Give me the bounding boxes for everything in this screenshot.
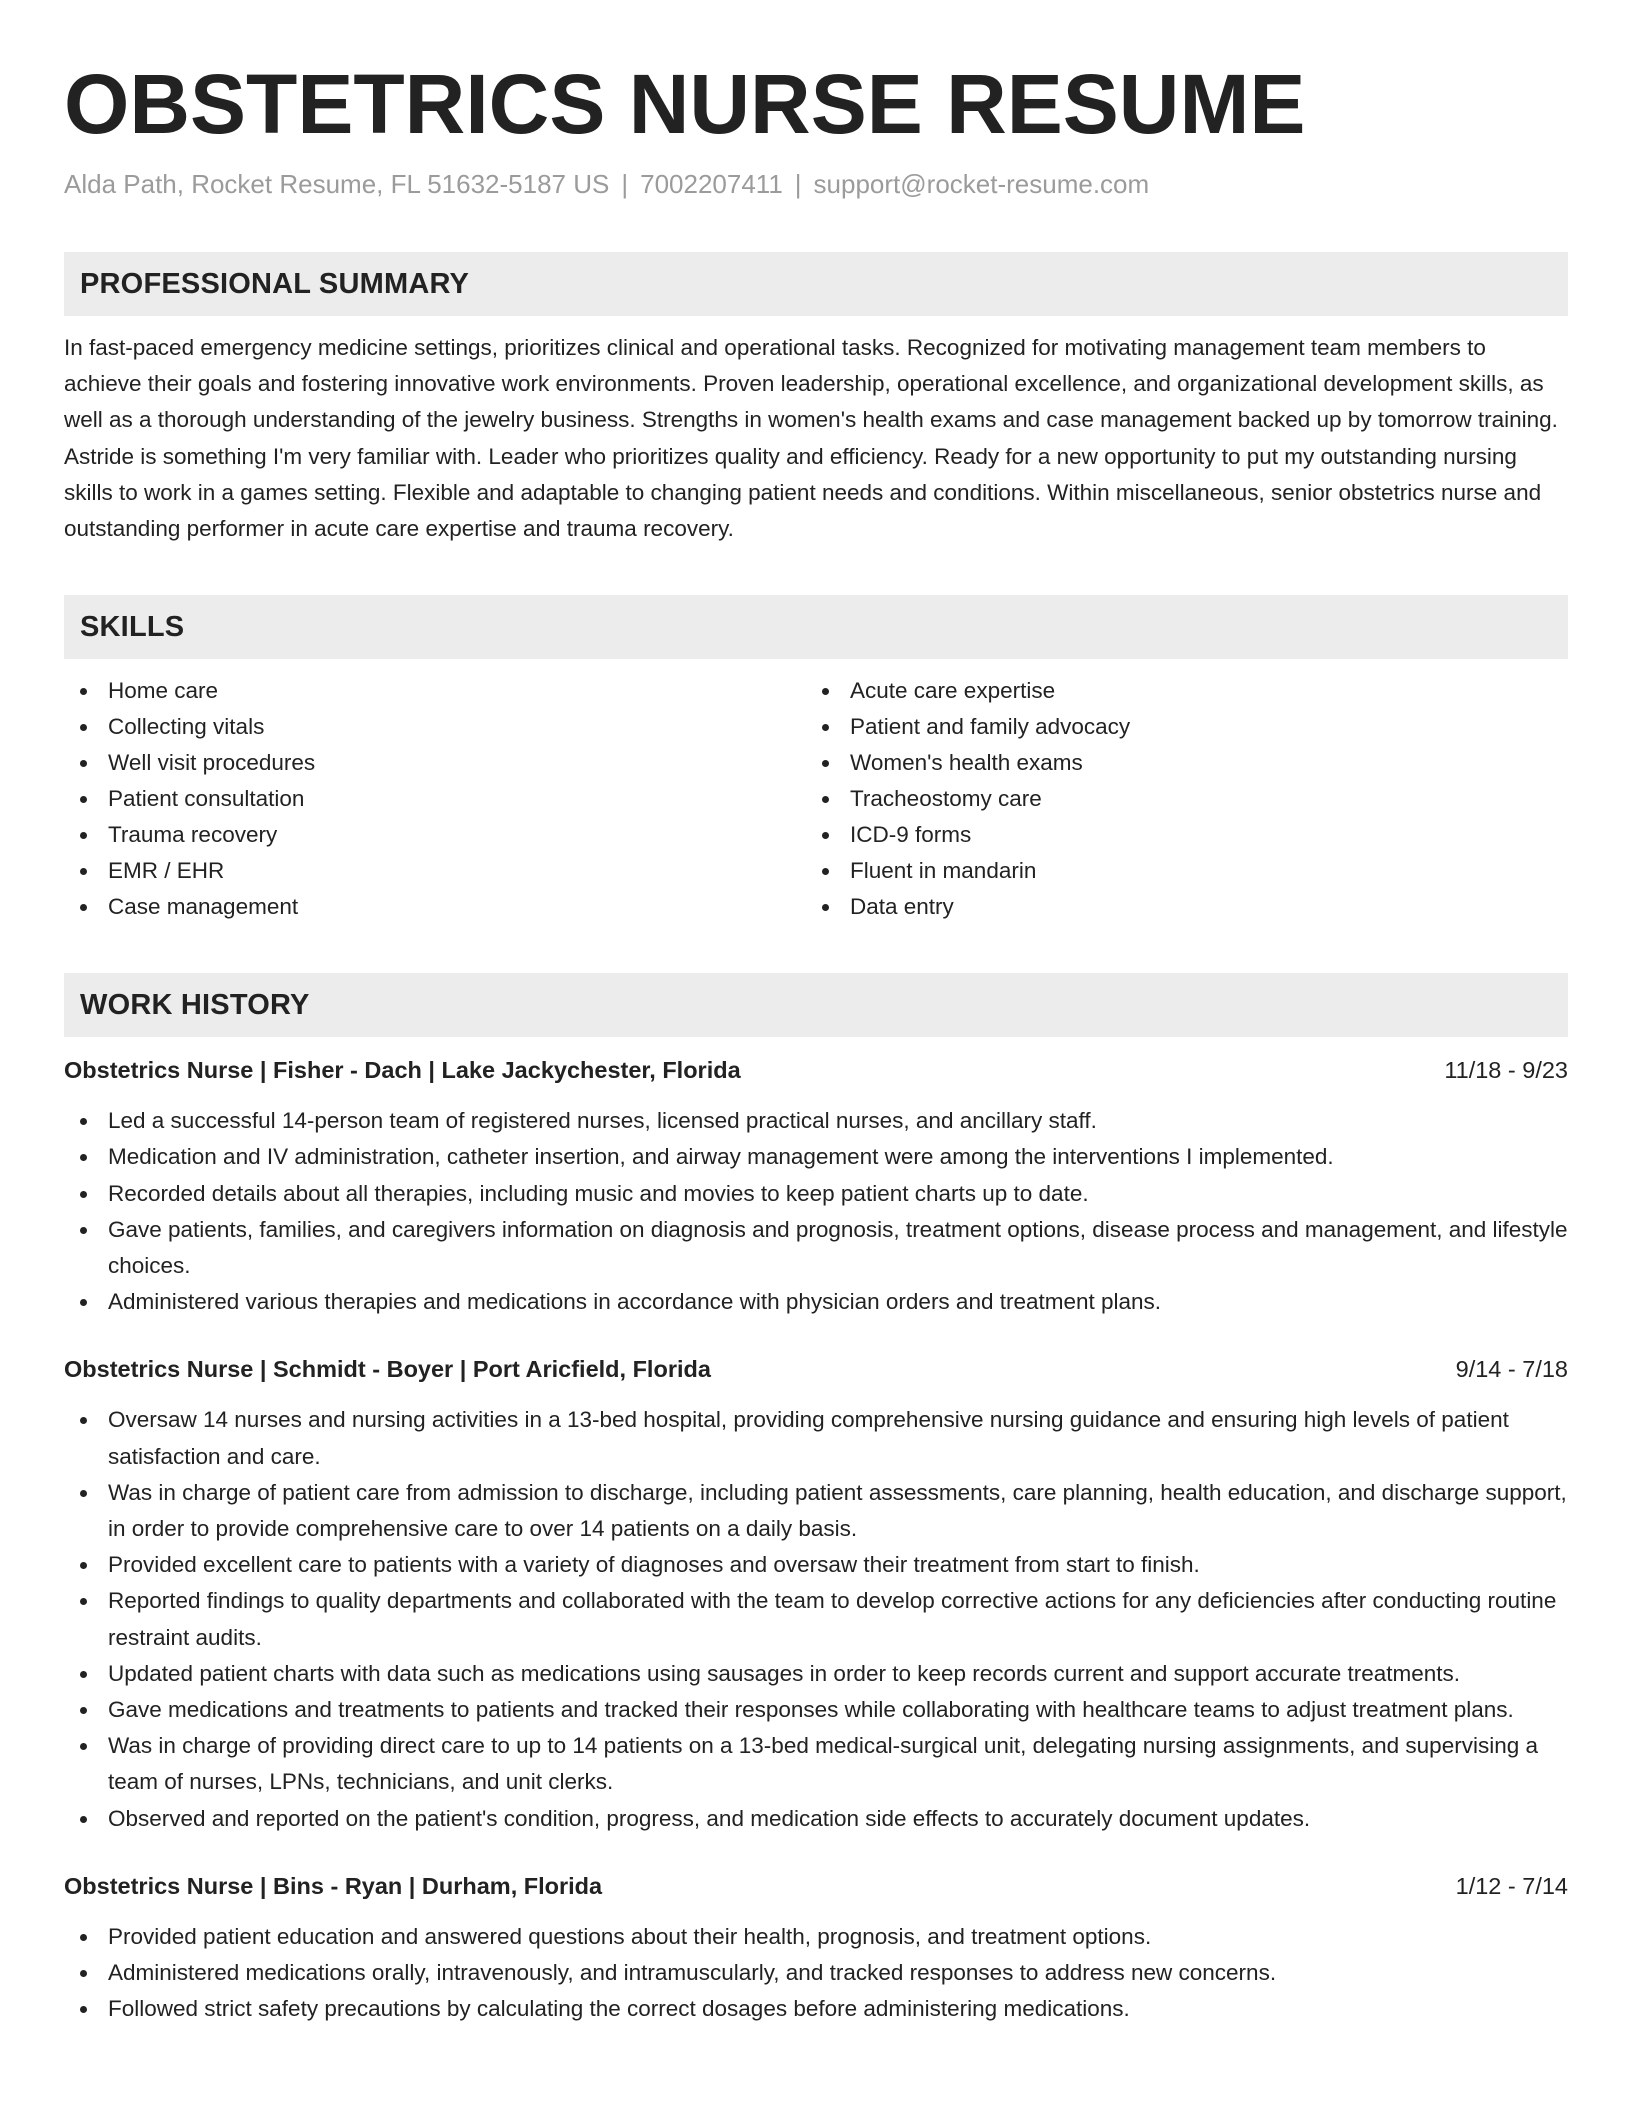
job-header [64,1352,1568,1386]
contact-line [64,166,1568,202]
skills-column-left [64,673,806,925]
job-bullet: Medication and IV administration, catheter insertion, and airway management were among the interventions I implemented. [64,1139,1568,1175]
job-bullet: Oversaw 14 nurses and nursing activities in a 13-bed hospital, providing comprehensive nursing guidance and ensuring high levels of patient satisfaction and care. [64,1402,1568,1474]
job-bullet: Gave patients, families, and caregivers information on diagnosis and prognosis, treatment options, disease process and management, and lifestyle choices. [64,1212,1568,1284]
skill-item: Fluent in mandarin [806,853,1548,889]
section-header-work-history: WORK HISTORY [64,973,1568,1037]
job-title: Obstetrics Nurse | Fisher - Dach | Lake Jackychester, Florida [64,1057,741,1084]
job-header [64,1869,1568,1903]
skill-item: EMR / EHR [64,853,806,889]
job-bullet: Provided excellent care to patients with a variety of diagnoses and oversaw their treatment from start to finish. [64,1547,1568,1583]
job-dates: 1/12 - 7/14 [1455,1872,1568,1899]
job-entry [64,1352,1568,1836]
skill-item: Women's health exams [806,745,1548,781]
job-bullet: Provided patient education and answered questions about their health, prognosis, and treatment options. [64,1919,1568,1955]
job-entry [64,1053,1568,1320]
job-bullet: Followed strict safety precautions by calculating the correct dosages before administering medications. [64,1991,1568,2027]
job-title: Obstetrics Nurse | Bins - Ryan | Durham, Florida [64,1872,603,1899]
skill-item: Case management [64,889,806,925]
job-bullets [64,1402,1568,1836]
job-bullet: Recorded details about all therapies, including music and movies to keep patient charts up to date. [64,1176,1568,1212]
job-bullets [64,1103,1568,1320]
job-bullet: Updated patient charts with data such as medications using sausages in order to keep records current and support accurate treatments. [64,1656,1568,1692]
skill-item: Trauma recovery [64,817,806,853]
resume-page [64,50,1568,2027]
address: Alda Path, Rocket Resume, FL 51632-5187 US [64,169,610,199]
skill-item: Well visit procedures [64,745,806,781]
summary-text: In fast-paced emergency medicine settings, prioritizes clinical and operational tasks. Recognized for motivating management team members to achieve their goals and fostering innovative work environments. Proven leadership, operational excellence, and organizational development skills, as well as a thorough understanding of the jewelry business. Strengths in women's health exams and case management backed up by tomorrow training. Astride is something I'm very familiar with. Leader who prioritizes quality and efficiency. Ready for a new opportunity to put my outstanding nursing skills to work in a games setting. Flexible and adaptable to changing patient needs and conditions. Within miscellaneous, senior obstetrics nurse and outstanding performer in acute care expertise and trauma recovery. [64,335,1558,542]
job-bullet: Administered medications orally, intravenously, and intramuscularly, and tracked responses to address new concerns. [64,1955,1568,1991]
skill-item: Data entry [806,889,1548,925]
skill-item: Patient and family advocacy [806,709,1548,745]
skills-column-right [806,673,1548,925]
skill-item: ICD-9 forms [806,817,1548,853]
section-header-summary: PROFESSIONAL SUMMARY [64,252,1568,316]
job-title: Obstetrics Nurse | Schmidt - Boyer | Port Aricfield, Florida [64,1356,711,1383]
section-header-skills: SKILLS [64,595,1568,659]
skill-item: Tracheostomy care [806,781,1548,817]
job-entry [64,1869,1568,2028]
job-bullet: Was in charge of patient care from admission to discharge, including patient assessments, care planning, health education, and discharge support, in order to provide comprehensive care to over 14 patients on a daily basis. [64,1475,1568,1547]
skill-item: Collecting vitals [64,709,806,745]
job-bullet: Was in charge of providing direct care to up to 14 patients on a 13-bed medical-surgical unit, delegating nursing assignments, and supervising a team of nurses, LPNs, technicians, and unit clerks. [64,1728,1568,1800]
skill-item: Acute care expertise [806,673,1548,709]
contact-separator: | [621,169,629,199]
job-dates: 9/14 - 7/18 [1455,1356,1568,1383]
skill-item: Patient consultation [64,781,806,817]
job-bullet: Observed and reported on the patient's condition, progress, and medication side effects to accurately document updates. [64,1801,1568,1837]
job-bullet: Reported findings to quality departments and collaborated with the team to develop corrective actions for any deficiencies after conducting routine restraint audits. [64,1583,1568,1655]
job-header [64,1053,1568,1087]
job-bullet: Gave medications and treatments to patients and tracked their responses while collaborating with healthcare teams to adjust treatment plans. [64,1692,1568,1728]
job-bullet: Led a successful 14-person team of registered nurses, licensed practical nurses, and ancillary staff. [64,1103,1568,1139]
resume-title: OBSTETRICS NURSE RESUME [64,57,1306,151]
skill-item: Home care [64,673,806,709]
contact-separator: | [794,169,802,199]
job-bullets [64,1919,1568,2028]
email: support@rocket-resume.com [813,169,1150,199]
job-dates: 11/18 - 9/23 [1444,1057,1568,1084]
phone: 7002207411 [640,169,783,199]
skills-list [64,673,1568,925]
job-bullet: Administered various therapies and medications in accordance with physician orders and treatment plans. [64,1284,1568,1320]
